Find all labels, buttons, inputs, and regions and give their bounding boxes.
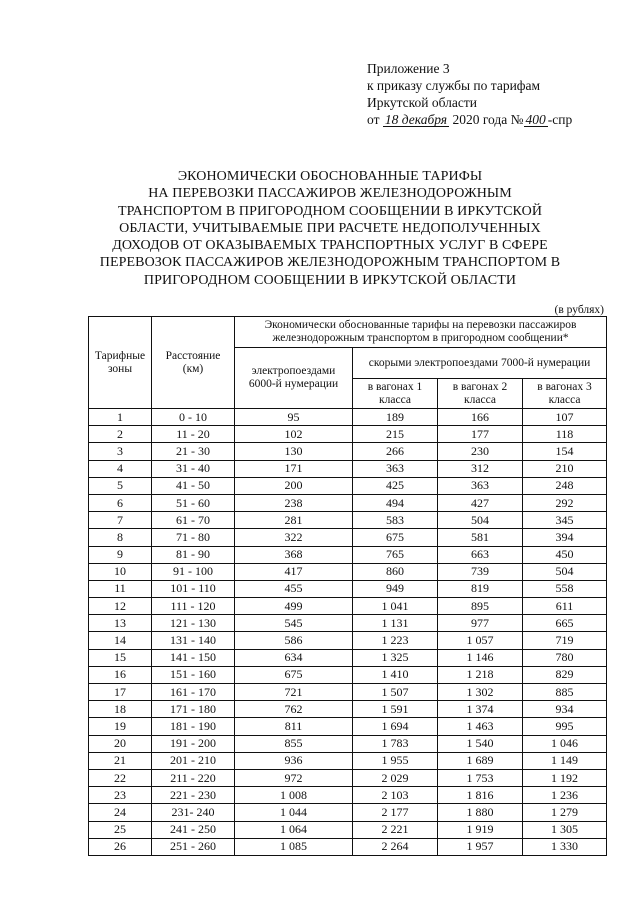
cell-tariff-class-2: 819: [438, 580, 523, 597]
cell-zone: 22: [89, 769, 152, 786]
cell-tariff-6000: 322: [235, 529, 353, 546]
cell-tariff-class-1: 215: [353, 426, 438, 443]
cell-zone: 21: [89, 752, 152, 769]
cell-tariff-6000: 1 085: [235, 838, 353, 855]
cell-tariff-6000: 1 044: [235, 804, 353, 821]
cell-tariff-6000: 102: [235, 426, 353, 443]
cell-zone: 10: [89, 563, 152, 580]
appendix-header: [367, 60, 627, 128]
table-row: [89, 443, 607, 460]
cell-tariff-class-3: 829: [523, 666, 607, 683]
cell-tariff-class-2: 1 374: [438, 701, 523, 718]
title-line: ПРИГОРОДНОМ СООБЩЕНИИ В ИРКУТСКОЙ ОБЛАСТИ: [143, 272, 517, 288]
cell-distance: 51 - 60: [152, 494, 235, 511]
cell-distance: 241 - 250: [152, 821, 235, 838]
cell-tariff-class-2: 427: [438, 494, 523, 511]
cell-tariff-class-3: 154: [523, 443, 607, 460]
cell-zone: 9: [89, 546, 152, 563]
handwritten-number: 400: [525, 112, 546, 127]
title-line: ДОХОДОВ ОТ ОКАЗЫВАЕМЫХ ТРАНСПОРТНЫХ УСЛУГ В СФЕРЕ: [112, 238, 548, 254]
cell-tariff-class-1: 363: [353, 460, 438, 477]
cell-zone: 15: [89, 649, 152, 666]
cell-tariff-class-1: 949: [353, 580, 438, 597]
cell-tariff-class-2: 166: [438, 409, 523, 426]
header-distance: Расстояние (км): [152, 317, 235, 409]
cell-tariff-class-3: 995: [523, 718, 607, 735]
appendix-order-ref: к приказу службы по тарифам: [367, 78, 541, 93]
cell-tariff-class-1: 1 223: [353, 632, 438, 649]
table-row: [89, 821, 607, 838]
appendix-number: Приложение 3: [367, 61, 450, 76]
appendix-date-line: [367, 111, 627, 128]
table-row: [89, 735, 607, 752]
cell-distance: 41 - 50: [152, 477, 235, 494]
cell-zone: 25: [89, 821, 152, 838]
cell-zone: 4: [89, 460, 152, 477]
cell-distance: 231- 240: [152, 804, 235, 821]
cell-tariff-class-1: 2 103: [353, 787, 438, 804]
cell-zone: 20: [89, 735, 152, 752]
cell-distance: 81 - 90: [152, 546, 235, 563]
cell-tariff-class-1: 860: [353, 563, 438, 580]
cell-tariff-6000: 281: [235, 512, 353, 529]
table-row: [89, 615, 607, 632]
cell-tariff-class-2: 1 057: [438, 632, 523, 649]
cell-distance: 251 - 260: [152, 838, 235, 855]
table-row: [89, 426, 607, 443]
title-line: НА ПЕРЕВОЗКИ ПАССАЖИРОВ ЖЕЛЕЗНОДОРОЖНЫМ: [148, 186, 512, 202]
cell-tariff-class-1: 2 177: [353, 804, 438, 821]
cell-distance: 61 - 70: [152, 512, 235, 529]
cell-tariff-6000: 417: [235, 563, 353, 580]
cell-zone: 13: [89, 615, 152, 632]
cell-tariff-class-2: 1 816: [438, 787, 523, 804]
cell-zone: 2: [89, 426, 152, 443]
cell-tariff-6000: 368: [235, 546, 353, 563]
cell-tariff-class-1: 2 264: [353, 838, 438, 855]
cell-tariff-class-1: 1 955: [353, 752, 438, 769]
table-row: [89, 718, 607, 735]
title-line: ЭКОНОМИЧЕСКИ ОБОСНОВАННЫЕ ТАРИФЫ: [177, 169, 483, 184]
cell-distance: 0 - 10: [152, 409, 235, 426]
cell-tariff-6000: 1 064: [235, 821, 353, 838]
cell-tariff-class-3: 1 279: [523, 804, 607, 821]
cell-tariff-6000: 721: [235, 684, 353, 701]
cell-distance: 21 - 30: [152, 443, 235, 460]
cell-tariff-class-1: 494: [353, 494, 438, 511]
cell-tariff-class-2: 977: [438, 615, 523, 632]
cell-tariff-class-2: 663: [438, 546, 523, 563]
table-row: [89, 494, 607, 511]
cell-zone: 23: [89, 787, 152, 804]
date-year: 2020 года №: [452, 112, 524, 127]
cell-tariff-class-1: 1 507: [353, 684, 438, 701]
cell-tariff-class-2: 230: [438, 443, 523, 460]
cell-tariff-class-1: 1 041: [353, 598, 438, 615]
cell-tariff-class-3: 885: [523, 684, 607, 701]
cell-distance: 221 - 230: [152, 787, 235, 804]
cell-tariff-class-3: 1 149: [523, 752, 607, 769]
cell-tariff-class-2: 1 880: [438, 804, 523, 821]
cell-tariff-class-3: 558: [523, 580, 607, 597]
cell-tariff-class-1: 675: [353, 529, 438, 546]
cell-tariff-class-2: 504: [438, 512, 523, 529]
cell-tariff-6000: 762: [235, 701, 353, 718]
cell-tariff-class-1: 189: [353, 409, 438, 426]
cell-tariff-class-2: 1 753: [438, 769, 523, 786]
cell-tariff-6000: 811: [235, 718, 353, 735]
date-prefix: от: [367, 112, 380, 127]
cell-tariff-6000: 545: [235, 615, 353, 632]
table-row: [89, 409, 607, 426]
unit-note: (в рублях): [554, 304, 604, 316]
cell-distance: 91 - 100: [152, 563, 235, 580]
appendix-region: Иркутской области: [367, 95, 478, 110]
cell-distance: 111 - 120: [152, 598, 235, 615]
cell-tariff-class-3: 719: [523, 632, 607, 649]
cell-tariff-class-1: 1 783: [353, 735, 438, 752]
cell-tariff-class-3: 450: [523, 546, 607, 563]
cell-zone: 7: [89, 512, 152, 529]
cell-tariff-6000: 972: [235, 769, 353, 786]
cell-zone: 18: [89, 701, 152, 718]
cell-tariff-class-2: 312: [438, 460, 523, 477]
cell-tariff-class-2: 1 463: [438, 718, 523, 735]
table-row: [89, 563, 607, 580]
cell-distance: 121 - 130: [152, 615, 235, 632]
cell-tariff-class-1: 1 694: [353, 718, 438, 735]
cell-tariff-6000: 130: [235, 443, 353, 460]
title-line: ОБЛАСТИ, УЧИТЫВАЕМЫЕ ПРИ РАСЧЕТЕ НЕДОПОЛУЧЕННЫХ: [119, 220, 541, 236]
cell-distance: 151 - 160: [152, 666, 235, 683]
cell-zone: 3: [89, 443, 152, 460]
cell-tariff-class-2: 739: [438, 563, 523, 580]
table-row: [89, 546, 607, 563]
table-row: [89, 701, 607, 718]
cell-tariff-class-3: 345: [523, 512, 607, 529]
table-row: [89, 632, 607, 649]
cell-distance: 101 - 110: [152, 580, 235, 597]
cell-tariff-class-1: 1 325: [353, 649, 438, 666]
table-row: [89, 580, 607, 597]
cell-zone: 8: [89, 529, 152, 546]
cell-tariff-class-3: 292: [523, 494, 607, 511]
document-title: [90, 168, 570, 289]
cell-zone: 16: [89, 666, 152, 683]
cell-tariff-6000: 1 008: [235, 787, 353, 804]
cell-tariff-class-2: 1 919: [438, 821, 523, 838]
header-tariff-group: Экономически обоснованные тарифы на перевозки пассажиров железнодорожным транспортом в пригородном сообщении*: [235, 317, 607, 348]
cell-tariff-class-3: 1 330: [523, 838, 607, 855]
cell-tariff-6000: 855: [235, 735, 353, 752]
cell-tariff-class-1: 583: [353, 512, 438, 529]
table-row: [89, 752, 607, 769]
cell-tariff-6000: 634: [235, 649, 353, 666]
table-row: [89, 684, 607, 701]
cell-distance: 31 - 40: [152, 460, 235, 477]
cell-distance: 181 - 190: [152, 718, 235, 735]
cell-tariff-class-1: 425: [353, 477, 438, 494]
title-line: ПЕРЕВОЗОК ПАССАЖИРОВ ЖЕЛЕЗНОДОРОЖНЫМ ТРАНСПОРТОМ В: [99, 255, 561, 271]
cell-distance: 11 - 20: [152, 426, 235, 443]
cell-tariff-class-2: 1 218: [438, 666, 523, 683]
table-row: [89, 477, 607, 494]
table-row: [89, 666, 607, 683]
cell-distance: 211 - 220: [152, 769, 235, 786]
tariff-table-body: [89, 409, 607, 856]
table-row: [89, 649, 607, 666]
cell-distance: 191 - 200: [152, 735, 235, 752]
header-class-2: в вагонах 2 класса: [438, 379, 523, 409]
cell-tariff-class-3: 611: [523, 598, 607, 615]
cell-tariff-6000: 499: [235, 598, 353, 615]
cell-tariff-class-3: 107: [523, 409, 607, 426]
table-row: [89, 512, 607, 529]
table-row: [89, 838, 607, 855]
header-class-3: в вагонах 3 класса: [523, 379, 607, 409]
cell-tariff-class-1: 2 221: [353, 821, 438, 838]
table-row: [89, 529, 607, 546]
header-class-1: в вагонах 1 класса: [353, 379, 438, 409]
cell-tariff-6000: 171: [235, 460, 353, 477]
table-row: [89, 598, 607, 615]
cell-zone: 24: [89, 804, 152, 821]
cell-zone: 14: [89, 632, 152, 649]
cell-distance: 171 - 180: [152, 701, 235, 718]
cell-distance: 131 - 140: [152, 632, 235, 649]
cell-tariff-class-3: 394: [523, 529, 607, 546]
cell-tariff-class-3: 248: [523, 477, 607, 494]
cell-tariff-class-2: 1 146: [438, 649, 523, 666]
cell-tariff-class-1: 266: [353, 443, 438, 460]
cell-tariff-class-3: 780: [523, 649, 607, 666]
cell-tariff-class-1: 1 131: [353, 615, 438, 632]
cell-tariff-class-3: 934: [523, 701, 607, 718]
cell-tariff-class-3: 210: [523, 460, 607, 477]
tariff-table: [88, 316, 607, 856]
cell-zone: 5: [89, 477, 152, 494]
cell-tariff-class-2: 1 957: [438, 838, 523, 855]
cell-tariff-class-3: 1 192: [523, 769, 607, 786]
cell-tariff-6000: 238: [235, 494, 353, 511]
cell-tariff-class-3: 1 236: [523, 787, 607, 804]
cell-tariff-6000: 95: [235, 409, 353, 426]
table-row: [89, 769, 607, 786]
cell-tariff-class-2: 581: [438, 529, 523, 546]
cell-tariff-class-3: 665: [523, 615, 607, 632]
number-suffix: -спр: [547, 112, 573, 127]
cell-distance: 201 - 210: [152, 752, 235, 769]
cell-zone: 19: [89, 718, 152, 735]
table-row: [89, 460, 607, 477]
cell-tariff-class-3: 118: [523, 426, 607, 443]
cell-zone: 26: [89, 838, 152, 855]
cell-tariff-class-2: 895: [438, 598, 523, 615]
table-row: [89, 787, 607, 804]
header-zones: Тарифные зоны: [89, 317, 152, 409]
header-6000-series: электропоездами 6000-й нумерации: [235, 348, 353, 409]
cell-tariff-class-3: 504: [523, 563, 607, 580]
cell-distance: 71 - 80: [152, 529, 235, 546]
cell-tariff-class-2: 363: [438, 477, 523, 494]
handwritten-date: 18 декабря: [384, 112, 448, 127]
cell-tariff-6000: 936: [235, 752, 353, 769]
title-line: ТРАНСПОРТОМ В ПРИГОРОДНОМ СООБЩЕНИИ В ИРКУТСКОЙ: [117, 203, 543, 219]
cell-distance: 141 - 150: [152, 649, 235, 666]
table-row: [89, 804, 607, 821]
cell-tariff-class-1: 1 591: [353, 701, 438, 718]
cell-tariff-6000: 586: [235, 632, 353, 649]
cell-tariff-class-3: 1 046: [523, 735, 607, 752]
cell-tariff-class-1: 2 029: [353, 769, 438, 786]
cell-tariff-class-1: 1 410: [353, 666, 438, 683]
cell-tariff-6000: 675: [235, 666, 353, 683]
cell-tariff-6000: 200: [235, 477, 353, 494]
cell-zone: 17: [89, 684, 152, 701]
cell-tariff-class-2: 177: [438, 426, 523, 443]
cell-tariff-class-1: 765: [353, 546, 438, 563]
cell-tariff-6000: 455: [235, 580, 353, 597]
cell-tariff-class-2: 1 689: [438, 752, 523, 769]
cell-tariff-class-2: 1 540: [438, 735, 523, 752]
header-7000-series: скорыми электропоездами 7000-й нумерации: [353, 348, 607, 379]
cell-zone: 12: [89, 598, 152, 615]
cell-tariff-class-3: 1 305: [523, 821, 607, 838]
cell-zone: 11: [89, 580, 152, 597]
cell-zone: 1: [89, 409, 152, 426]
cell-tariff-class-2: 1 302: [438, 684, 523, 701]
cell-zone: 6: [89, 494, 152, 511]
cell-distance: 161 - 170: [152, 684, 235, 701]
